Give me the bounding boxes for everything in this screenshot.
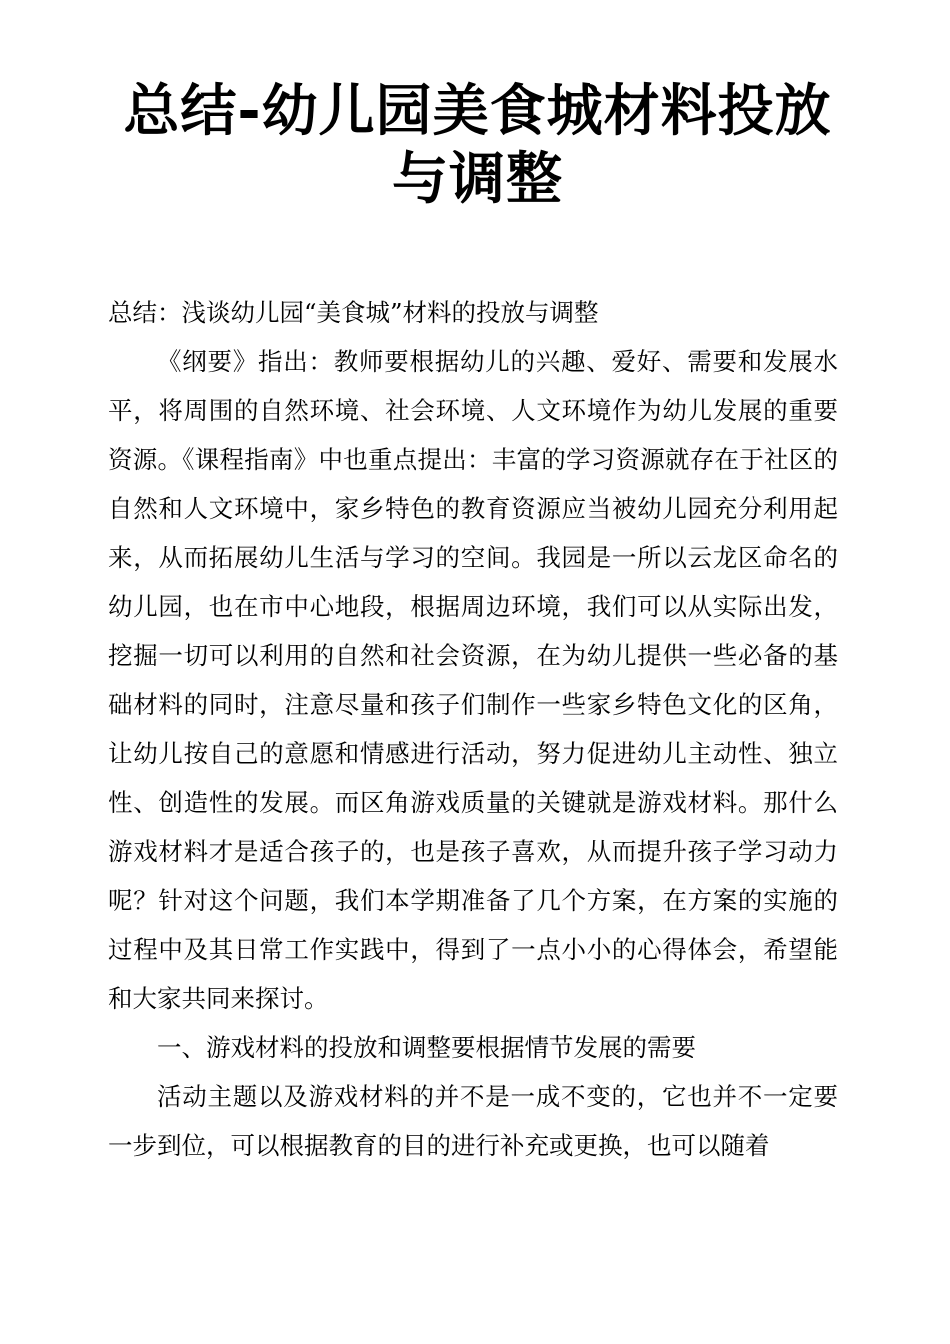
document-title: 总结-幼儿园美食城材料投放与调整 [123, 79, 832, 212]
document-body [108, 288, 838, 1170]
document-subtitle: 总结：浅谈幼儿园“美食城”材料的投放与调整 [108, 298, 599, 327]
paragraph-section-1: 活动主题以及游戏材料的并不是一成不变的，它也并不一定要一步到位，可以根据教育的目的进行补充或更换，也可以随着 [108, 1082, 838, 1160]
paragraph-intro: 《纲要》指出：教师要根据幼儿的兴趣、爱好、需要和发展水平，将周围的自然环境、社会环境、人文环境作为幼儿发展的重要资源。《课程指南》中也重点提出：丰富的学习资源就存在于社区的自然和人文环境中，家乡特色的教育资源应当被幼儿园充分利用起来，从而拓展幼儿生活与学习的空间。我园是一所以云龙区命名的幼儿园，也在市中心地段，根据周边环境，我们可以从实际出发，挖掘一切可以利用的自然和社会资源，在为幼儿提供一些必备的基础材料的同时，注意尽量和孩子们制作一些家乡特色文化的区角，让幼儿按自己的意愿和情感进行活动，努力促进幼儿主动性、独立性、创造性的发展。而区角游戏质量的关键就是游戏材料。那什么游戏材料才是适合孩子的，也是孩子喜欢，从而提升孩子学习动力呢？针对这个问题，我们本学期准备了几个方案，在方案的实施的过程中及其日常工作实践中，得到了一点小小的心得体会，希望能和大家共同来探讨。 [108, 347, 838, 1013]
section-heading-1: 一、游戏材料的投放和调整要根据情节发展的需要 [157, 1033, 696, 1062]
